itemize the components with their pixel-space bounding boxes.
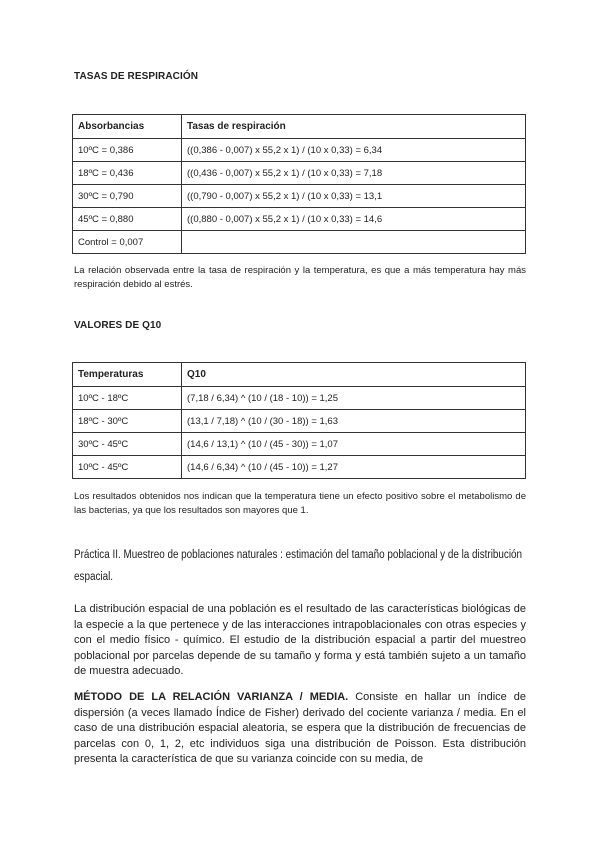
q10-conclusion: Los resultados obtenidos nos indican que la temperatura tiene un efecto positivo sobre el metabolismo de las bacterias, ya que los resultados son mayores que 1. (74, 491, 526, 516)
table-cell: (13,1 / 7,18) ^ (10 / (30 - 18)) = 1,63 (182, 410, 526, 433)
distribution-paragraph: La distribución espacial de una población es el resultado de las características biológicas de la especie a la que pertenece y de las interacciones intrapoblacionales con otras especies y con el medio físico - químico. El estudio de la distribución espacial a partir del muestreo poblacional por parcelas depende de su tamaño y forma y está también sujeto a un tamaño de muestra adecuado. (74, 603, 526, 677)
table-row (73, 433, 526, 456)
method-paragraph (74, 690, 526, 768)
table-cell: ((0,386 - 0,007) x 55,2 x 1) / (10 x 0,33) = 6,34 (182, 139, 526, 162)
table-header-row (73, 115, 526, 139)
table-row (73, 139, 526, 162)
table-row (73, 185, 526, 208)
table-row (73, 208, 526, 231)
table-cell (182, 231, 526, 254)
table-cell: ((0,790 - 0,007) x 55,2 x 1) / (10 x 0,33) = 13,1 (182, 185, 526, 208)
table-cell: Control = 0,007 (73, 231, 182, 254)
section-title-respiration: TASAS DE RESPIRACIÓN (74, 71, 199, 82)
table-cell: (14,6 / 13,1) ^ (10 / (45 - 30)) = 1,07 (182, 433, 526, 456)
table-row (73, 456, 526, 479)
table-cell: 10ºC - 18ºC (73, 387, 182, 410)
table-cell: ((0,880 - 0,007) x 55,2 x 1) / (10 x 0,33) = 14,6 (182, 208, 526, 231)
table-cell: 18ºC - 30ºC (73, 410, 182, 433)
table-row (73, 387, 526, 410)
header-cell: Q10 (182, 363, 526, 387)
header-cell: Tasas de respiración (182, 115, 526, 139)
practice-title: Práctica II. Muestreo de poblaciones naturales : estimación del tamaño poblacional y de la distribución espacial. (74, 549, 523, 583)
table-row (73, 162, 526, 185)
table-cell: 18ºC = 0,436 (73, 162, 182, 185)
method-label: MÉTODO DE LA RELACIÓN VARIANZA / MEDIA. (74, 691, 349, 703)
table-header-row (73, 363, 526, 387)
table-cell: 10ºC = 0,386 (73, 139, 182, 162)
table-cell: (14,6 / 6,34) ^ (10 / (45 - 10)) = 1,27 (182, 456, 526, 479)
table-cell: 30ºC - 45ºC (73, 433, 182, 456)
header-cell: Temperaturas (73, 363, 182, 387)
section-title-q10: VALORES DE Q10 (74, 320, 162, 331)
q10-table (72, 362, 526, 479)
table-cell: 30ºC = 0,790 (73, 185, 182, 208)
table-cell: ((0,436 - 0,007) x 55,2 x 1) / (10 x 0,33) = 7,18 (182, 162, 526, 185)
table-cell: 10ºC - 45ºC (73, 456, 182, 479)
respiration-table (72, 114, 526, 254)
table-row (73, 410, 526, 433)
table-cell: 45ºC = 0,880 (73, 208, 182, 231)
table-cell: (7,18 / 6,34) ^ (10 / (18 - 10)) = 1,25 (182, 387, 526, 410)
table-row (73, 231, 526, 254)
method-text: Consiste en hallar un índice de dispersión (a veces llamado Índice de Fisher) derivado del cociente varianza / media. En el caso de una distribución espacial aleatoria, se espera que la distribución de frecuencias de parcelas con 0, 1, 2, etc individuos siga una distribución de Poisson. Esta distribución presenta la característica de que su varianza coincide con su media, de (74, 691, 526, 765)
header-cell: Absorbancias (73, 115, 182, 139)
respiration-conclusion: La relación observada entre la tasa de respiración y la temperatura, es que a más temperatura hay más respiración debido al estrés. (74, 265, 526, 290)
